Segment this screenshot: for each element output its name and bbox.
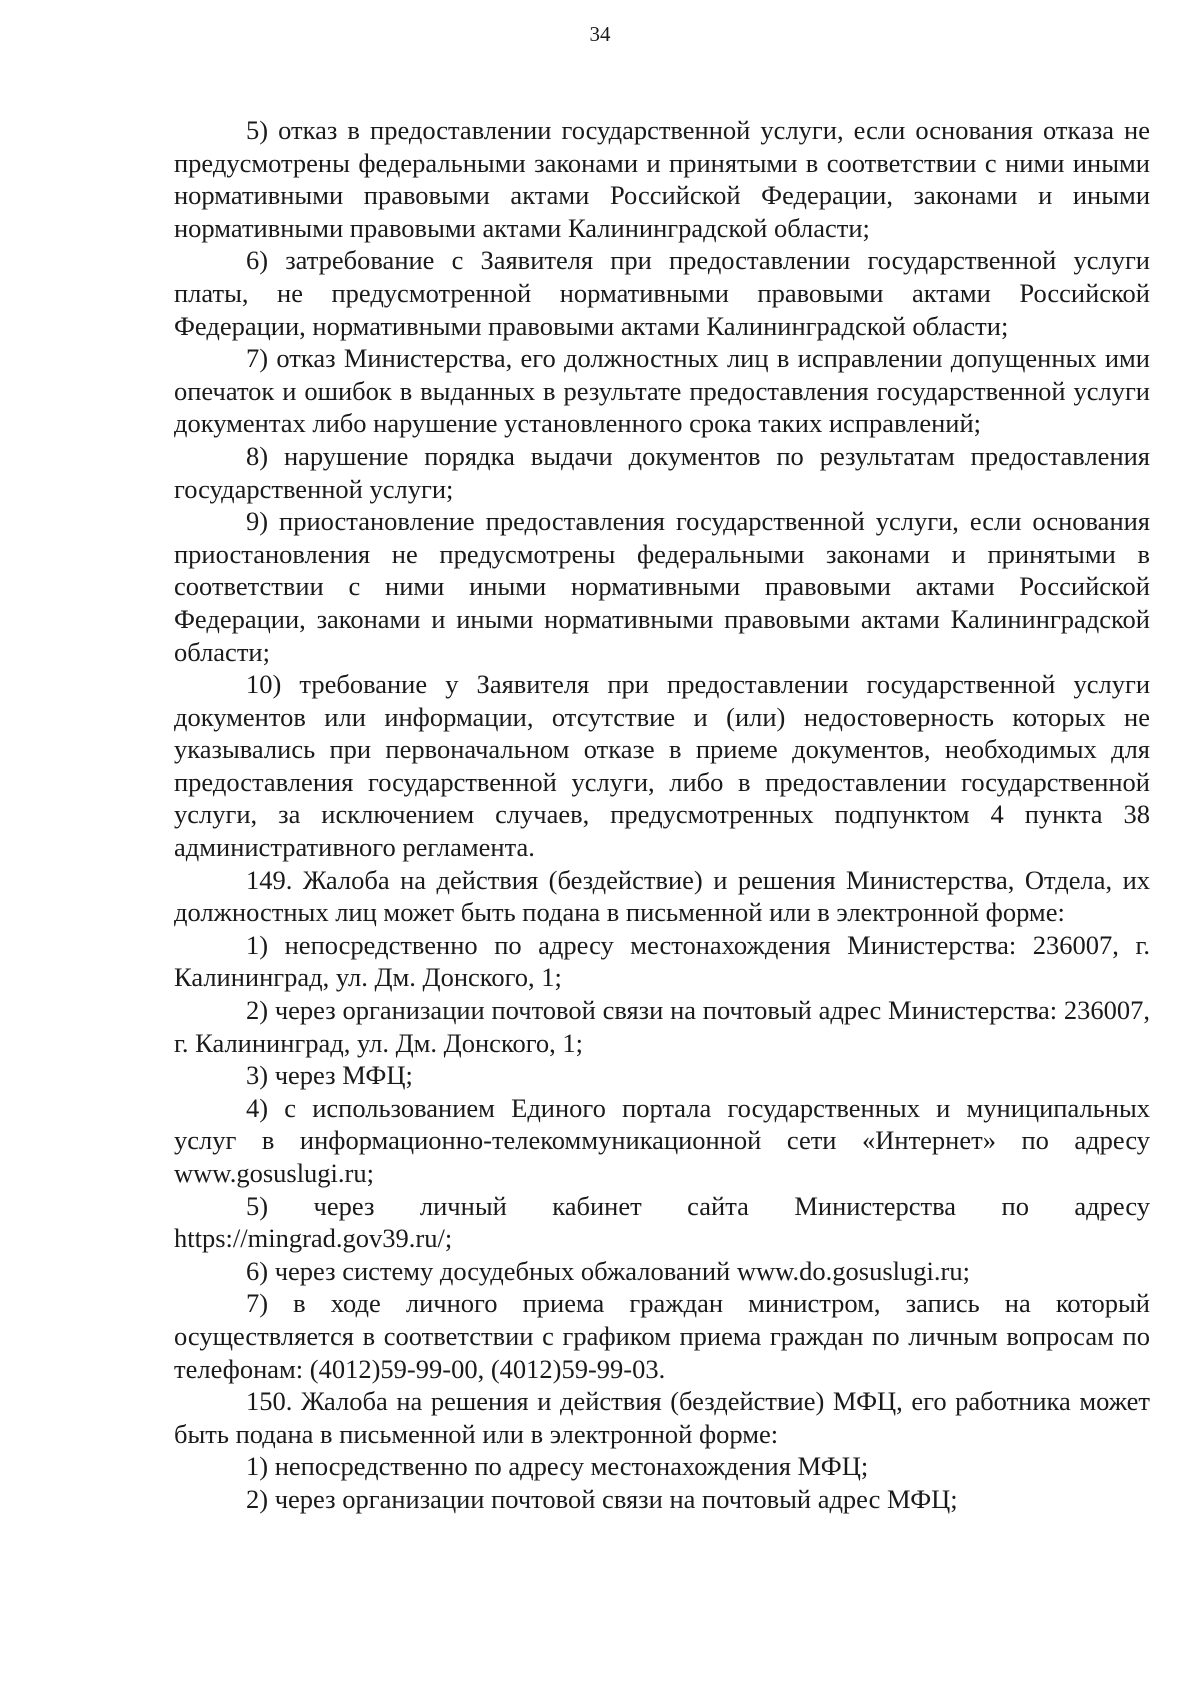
document-body: [174, 114, 1150, 1516]
paragraph: 6) затребование с Заявителя при предоставлении государственной услуги платы, не предусмотренной нормативными правовыми актами Российской Федерации, нормативными правовыми актами Калининградской области;: [174, 245, 1150, 341]
paragraph: 9) приостановление предоставления государственной услуги, если основания приостановления не предусмотрены федеральными законами и принятыми в соответствии с ними иными нормативными правовыми актами Российской Федерации, законами и иными нормативными правовыми актами Калининградской области;: [174, 506, 1150, 667]
paragraph: 2) через организации почтовой связи на почтовый адрес МФЦ;: [246, 1483, 958, 1514]
paragraph: 5) отказ в предоставлении государственной услуги, если основания отказа не предусмотрены федеральными законами и принятыми в соответствии с ними иными нормативными правовыми актами Российской Федерации, законами и иными нормативными правовыми актами Калининградской области;: [174, 115, 1150, 243]
page-number: 34: [589, 22, 611, 46]
paragraph: 10) требование у Заявителя при предоставлении государственной услуги документов или информации, отсутствие и (или) недостоверность которых не указывались при первоначальном отказе в приеме документов, необходимых для предоставления государственной услуги, либо в предоставлении государственной услуги, за исключением случаев, предусмотренных подпунктом 4 пункта 38 административного регламента.: [174, 669, 1150, 863]
paragraph: 4) с использованием Единого портала государственных и муниципальных услуг в информационно-телекоммуникационной сети «Интернет» по адресу www.gosuslugi.ru;: [174, 1092, 1150, 1188]
paragraph: 8) нарушение порядка выдачи документов по результатам предоставления государственной услуги;: [174, 440, 1150, 504]
paragraph: 1) непосредственно по адресу местонахождения Министерства: 236007, г. Калининград, ул. Дм. Донского, 1;: [174, 929, 1150, 993]
paragraph: 3) через МФЦ;: [246, 1060, 413, 1091]
paragraph: 6) через систему досудебных обжалований www.do.gosuslugi.ru;: [246, 1255, 970, 1286]
paragraph: 7) в ходе личного приема граждан министром, запись на который осуществляется в соответствии с графиком приема граждан по личным вопросам по телефонам: (4012)59-99-00, (4012)59-99-03.: [174, 1288, 1150, 1384]
paragraph: 1) непосредственно по адресу местонахождения МФЦ;: [246, 1451, 869, 1482]
paragraph: 150. Жалоба на решения и действия (бездействие) МФЦ, его работника может быть подана в письменной или в электронной форме:: [174, 1386, 1150, 1449]
paragraph: 5) через личный кабинет сайта Министерства по адресу https://mingrad.gov39.ru/;: [174, 1190, 1150, 1254]
paragraph: 149. Жалоба на действия (бездействие) и решения Министерства, Отдела, их должностных лиц может быть подана в письменной или в электронной форме:: [174, 864, 1150, 928]
paragraph: 2) через организации почтовой связи на почтовый адрес Министерства: 236007, г. Калининград, ул. Дм. Донского, 1;: [174, 995, 1150, 1058]
paragraph: 7) отказ Министерства, его должностных лиц в исправлении допущенных ими опечаток и ошибок в выданных в результате предоставления государственной услуги документах либо нарушение установленного срока таких исправлений;: [174, 343, 1150, 439]
